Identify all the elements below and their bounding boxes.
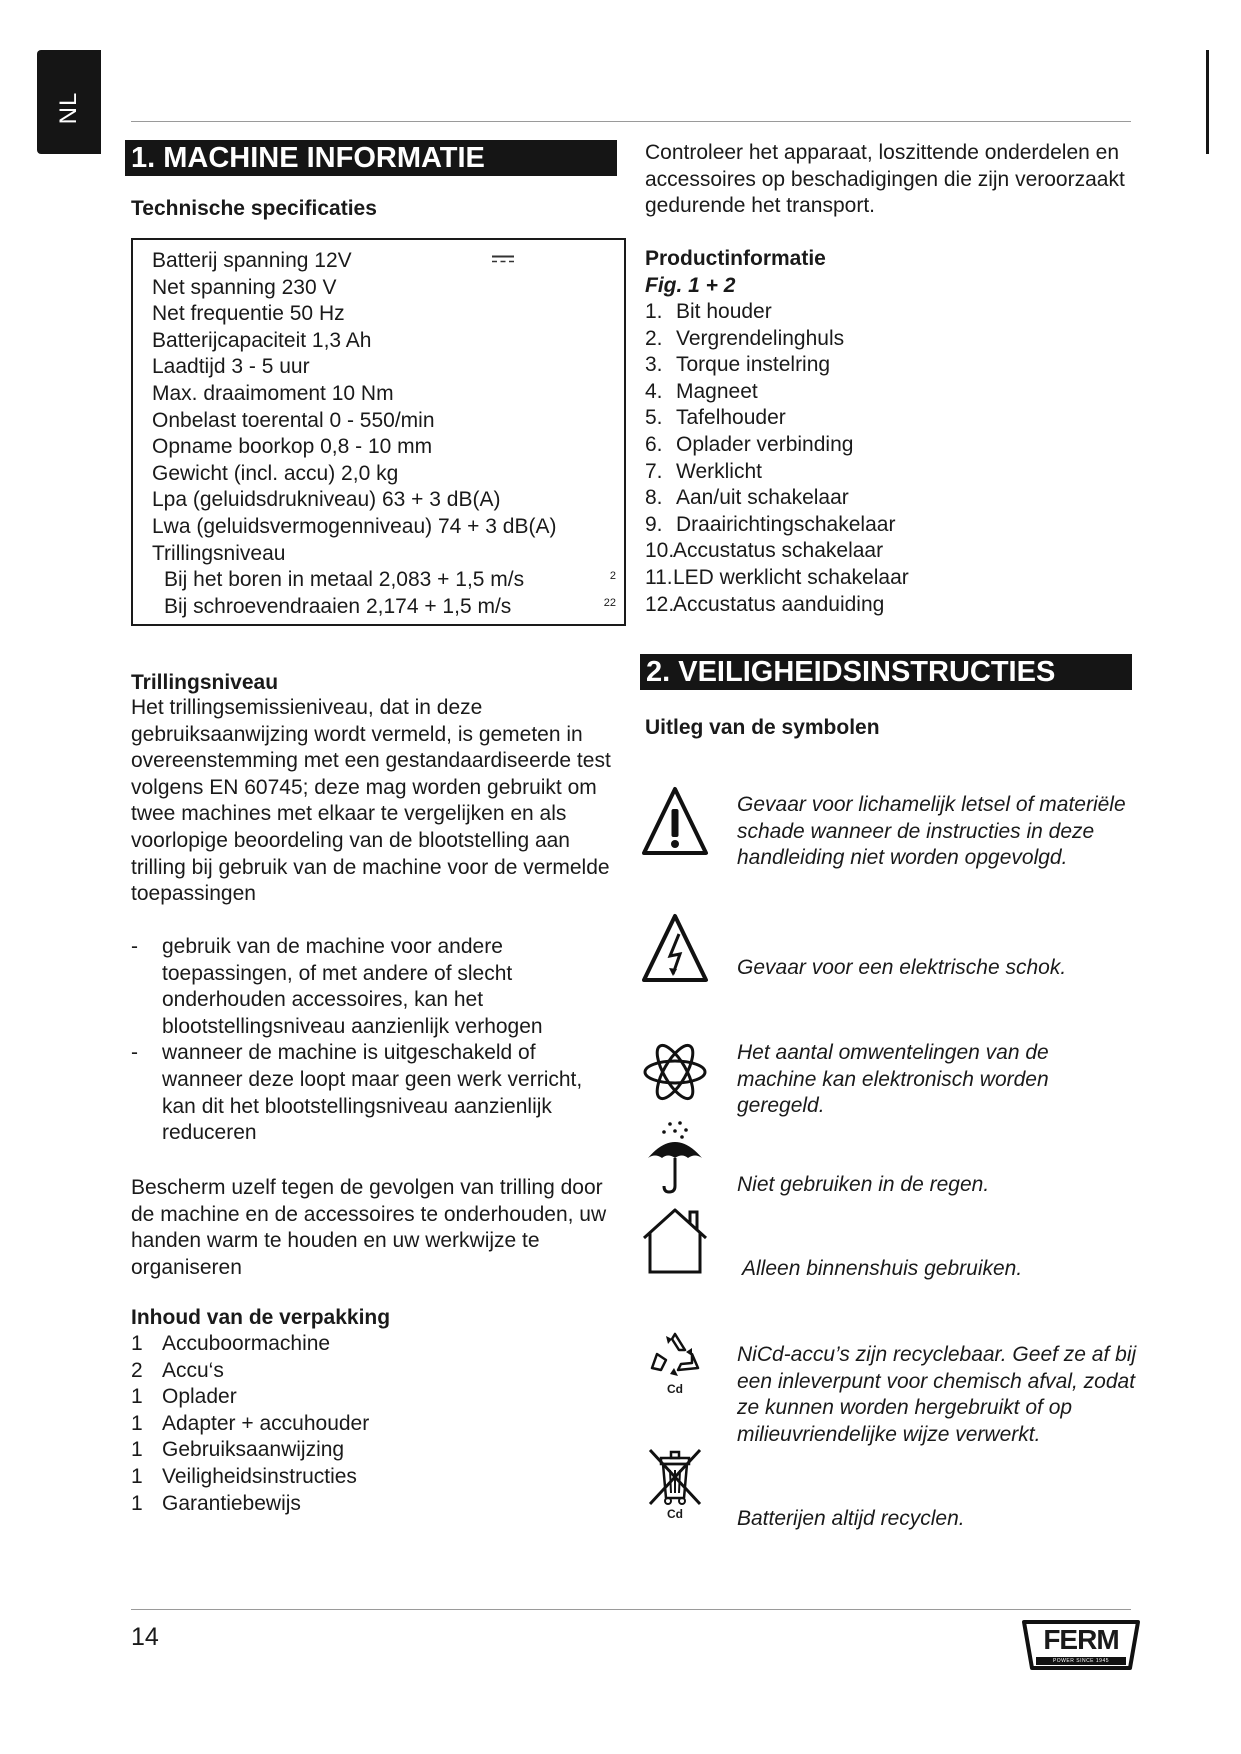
edge-marker [1206,50,1209,154]
symbol-text-warning: Gevaar voor lichamelijk letsel of materiële schade wanneer de instructies in deze handleiding niet worden opgevolgd. [737,793,1126,870]
product-item [645,405,1131,432]
product-num: 5. [645,406,663,430]
vibration-bullet [131,934,621,1040]
symbol-text-recycle: NiCd-accu’s zijn recyclebaar. Geef ze af bij een inleverpunt voor chemisch afval, zodat ze kunnen worden hergebruikt of op milieuvriendelijke wijze verwerkt. [737,1343,1137,1446]
product-label: Aan/uit schakelaar [676,486,849,510]
product-label: Accustatus aanduiding [673,592,885,616]
product-item [645,538,1131,565]
package-title: Inhoud van de verpakking [131,1306,391,1329]
package-qty: 1 [131,1491,143,1515]
direct-current-icon [492,255,514,263]
bullet-text: gebruik van de machine voor andere toepassingen, of met andere of slecht onderhouden accessoires, kan het blootstellingsniveau aanzienlijk verhogen [162,935,543,1038]
package-item [131,1437,551,1464]
protect-paragraph [131,1175,621,1281]
section1-heading: 1. MACHINE INFORMATIE [125,140,617,176]
product-item [645,299,1131,326]
package-name: Veiligheidsinstructies [162,1464,357,1488]
ferm-logo-text: FERM [1043,1624,1119,1655]
crossed-bin-symbol [640,1448,710,1524]
product-label: Oplader verbinding [676,432,854,456]
section2-heading: 2. VEILIGHEIDSINSTRUCTIES [640,654,1132,690]
product-num: 3. [645,353,663,377]
package-qty: 1 [131,1332,143,1355]
vibration-spec-exponent: 2 [609,570,616,583]
package-name: Garantiebewijs [162,1491,301,1515]
product-item [645,592,1131,619]
package-qty: 1 [131,1411,143,1435]
package-list [131,1331,551,1517]
vibration-spec-exponent: 22 [603,596,616,609]
house-icon [640,1204,710,1278]
package-item [131,1384,551,1411]
warning-triangle-icon [640,785,710,859]
product-label: LED werklicht schakelaar [673,565,909,589]
ferm-logo [1022,1620,1140,1672]
check-paragraph [645,140,1131,220]
bottom-rule [131,1609,1131,1610]
vibration-spec-line [152,567,624,594]
product-item [645,512,1131,539]
symbol-text-indoor: Alleen binnenshuis gebruiken. [742,1257,1023,1280]
product-item [645,326,1131,353]
language-label: NL [55,91,82,125]
figure-ref: Fig. 1 + 2 [645,274,736,297]
product-label: Bit houder [676,300,772,323]
check-paragraph-text: Controleer het apparaat, loszittende onderdelen en accessoires op beschadigingen die zijn veroorzaakt gedurende het transport. [645,141,1125,218]
product-label: Vergrendelinghuls [676,326,845,350]
package-qty: 1 [131,1385,143,1409]
symbol-text-rain: Niet gebruiken in de regen. [737,1173,990,1196]
product-item [645,352,1131,379]
bullet-dash: - [131,1041,138,1065]
spec-lines [152,248,624,567]
product-list [645,299,1131,618]
vibration-spec-text: Bij schroevendraaien 2,174 + 1,5 m/s [164,594,512,618]
page-number: 14 [131,1623,159,1651]
package-name: Accu‘s [162,1358,224,1382]
product-label: Tafelhouder [676,406,786,430]
product-num: 7. [645,459,663,483]
package-item [131,1464,551,1491]
package-name: Adapter + accuhouder [162,1411,370,1435]
product-num: 12. [645,592,675,616]
spec-line: Batterij spanning 12V [152,249,352,272]
bullet-text: wanneer de machine is uitgeschakeld of wanneer deze loopt maar geen werk verricht, kan dit het blootstellingsniveau aanzienlijk reduceren [162,1041,583,1145]
language-tab [37,50,101,154]
spec-line: Batterijcapaciteit 1,3 Ah [152,328,372,352]
package-item [131,1358,551,1385]
spec-line: Max. draaimoment 10 Nm [152,381,394,405]
vibration-spec-line [152,594,624,621]
package-item [131,1411,551,1438]
product-num: 10. [645,539,675,563]
package-qty: 1 [131,1438,143,1462]
spec-line: Laadtijd 3 - 5 uur [152,355,310,379]
crossed-bin-label: Cd [667,1507,683,1521]
electronic-speed-icon [640,1035,710,1109]
top-rule [131,121,1131,122]
protect-paragraph-text: Bescherm uzelf tegen de gevolgen van trilling door de machine en de accessoires te onderhouden, uw handen warm te houden en uw werkwijze te organiseren [131,1176,607,1279]
spec-line: Net frequentie 50 Hz [152,302,345,326]
vibration-paragraph [131,695,621,908]
spec-line: Lwa (geluidsvermogenniveau) 74 + 3 dB(A) [152,514,557,538]
symbols-title: Uitleg van de symbolen [645,716,880,739]
vibration-spec-text: Bij het boren in metaal 2,083 + 1,5 m/s [164,568,525,592]
vibration-paragraph-text: Het trillingsemissieniveau, dat in deze gebruiksaanwijzing wordt vermeld, is gemeten in overeenstemming met een gestandaardiseerde test volgens EN 60745; deze mag worden gebruikt om twee machines met elkaar te vergelijken en als voorlopige beoordeling van de blootstelling aan trilling bij gebruik van de machine voor de vermelde toepassingen [131,696,611,906]
product-item [645,565,1131,592]
package-name: Accuboormachine [162,1332,331,1355]
recycle-cd-symbol [640,1330,710,1404]
symbol-text-speed: Het aantal omwentelingen van de machine kan elektronisch worden geregeld. [737,1041,1049,1118]
vibration-title: Trillingsniveau [131,671,279,694]
vibration-bullets [131,934,621,1147]
product-num: 8. [645,486,663,510]
bullet-dash: - [131,935,138,958]
product-num: 4. [645,379,663,403]
package-name: Gebruiksaanwijzing [162,1438,345,1462]
product-item [645,459,1131,486]
product-num: 6. [645,432,663,456]
spec-line: Onbelast toerental 0 - 550/min [152,408,435,432]
specs-box [131,238,626,626]
vibration-spec-lines [152,567,624,620]
spec-line: Opname boorkop 0,8 - 10 mm [152,435,433,459]
product-item [645,432,1131,459]
product-label: Accustatus schakelaar [673,539,884,563]
vibration-bullet [131,1040,621,1146]
product-num: 2. [645,326,663,350]
product-label: Draairichtingschakelaar [676,512,896,536]
recycle-cd-icon [648,1330,702,1382]
product-num: 1. [645,300,663,323]
product-item [645,379,1131,406]
umbrella-rain-icon [640,1120,710,1194]
product-title: Productinformatie [645,247,826,270]
crossed-bin-icon [644,1448,706,1506]
product-label: Torque instelring [676,353,831,377]
recycle-cd-label: Cd [667,1382,683,1396]
spec-line: Lpa (geluidsdrukniveau) 63 + 3 dB(A) [152,488,501,512]
product-num: 9. [645,512,663,536]
package-item [131,1491,551,1518]
spec-line: Trillingsniveau [152,541,286,565]
package-qty: 2 [131,1358,143,1382]
package-qty: 1 [131,1464,143,1488]
spec-line: Net spanning 230 V [152,275,337,299]
ferm-logo-tagline: POWER SINCE 1945 [1052,1658,1110,1664]
product-num: 11. [645,565,673,589]
specs-title: Technische specificaties [131,197,377,220]
symbol-text-electric: Gevaar voor een elektrische schok. [737,956,1067,979]
symbol-text-bin: Batterijen altijd recyclen. [737,1507,965,1530]
product-label: Werklicht [676,459,762,483]
package-name: Oplader [162,1385,237,1409]
product-item [645,485,1131,512]
spec-line: Gewicht (incl. accu) 2,0 kg [152,461,399,485]
product-label: Magneet [676,379,758,403]
electric-shock-icon [640,912,710,986]
package-item [131,1331,551,1358]
